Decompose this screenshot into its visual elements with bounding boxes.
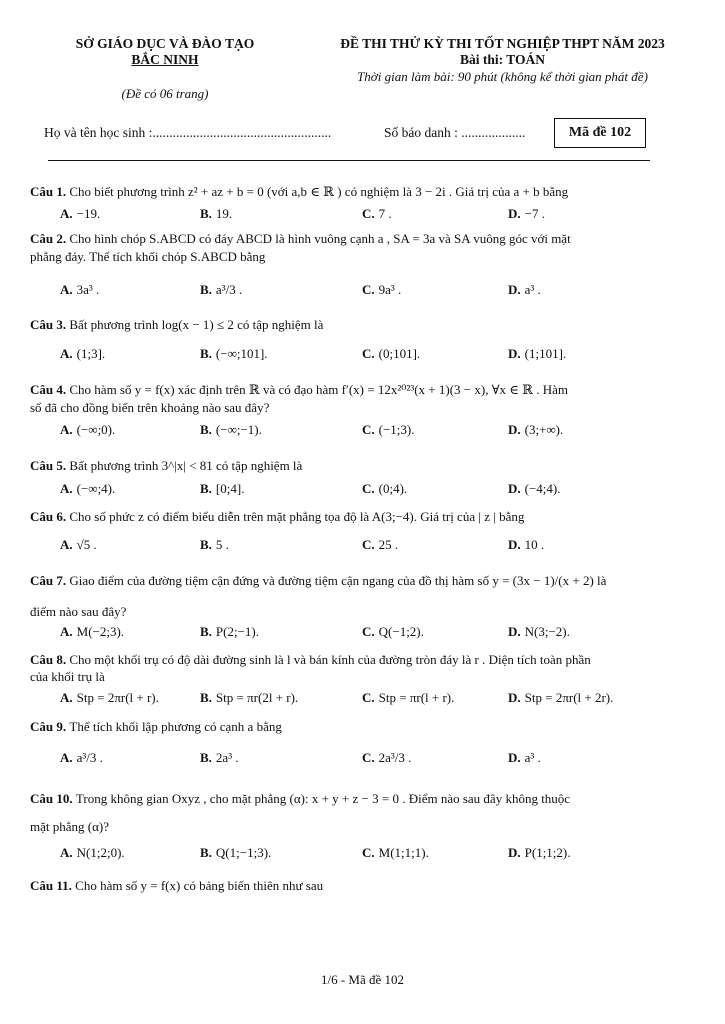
student-name-label: Họ và tên học sinh :..................................................... [44,125,332,140]
option-letter: C. [362,690,375,705]
question-text: Giao điểm của đường tiệm cận đứng và đường tiệm cận ngang của đồ thị hàm số y = (3x − 1)/(x + 2) là [69,573,607,588]
header-divider [48,160,650,161]
question-text: Cho biết phương trình z² + az + b = 0 (với a,b ∈ ℝ ) có nghiệm là 3 − 2i . Giá trị của a + b bằng [69,184,569,199]
option-text: a³ . [524,282,541,297]
question-6 [30,508,685,526]
option-text: P(1;1;2). [524,845,571,860]
option-text: (−1;3). [378,422,415,437]
question-10 [30,790,685,808]
option-text: Stp = πr(2l + r). [215,690,299,705]
question-9 [30,718,685,736]
answer-option-d [508,845,571,861]
question-label: Câu 10. [30,791,76,806]
question-text: Cho hình chóp S.ABCD có đáy ABCD là hình vuông cạnh a , SA = 3a và SA vuông góc với mặt [69,231,571,246]
question-text-continued: số đã cho đồng biến trên khoảng nào sau đây? [30,400,270,415]
option-letter: C. [362,422,375,437]
page-footer: 1/6 - Mã đề 102 [320,972,405,987]
option-text: 25 . [378,537,399,552]
answer-option-b [200,346,268,362]
province-name: BẮC NINH [131,52,199,67]
question-text-continued: điểm nào sau đây? [30,604,127,619]
question-4 [30,381,685,399]
answer-option-b [200,481,244,497]
option-letter: D. [508,422,521,437]
option-text: 3a³ . [76,282,100,297]
option-text: (−∞;0). [76,422,116,437]
answer-option-c [362,346,420,362]
option-letter: C. [362,206,375,221]
option-letter: C. [362,624,375,639]
option-letter: A. [60,750,73,765]
answer-option-d [508,346,566,362]
answer-option-a [60,206,100,222]
answer-option-d [508,750,541,766]
question-label: Câu 1. [30,184,70,199]
option-letter: D. [508,206,521,221]
option-letter: B. [200,690,212,705]
question-text: Bất phương trình 3^|x| < 81 có tập nghiệm là [69,458,303,473]
option-text: (1;3]. [76,346,106,361]
option-text: 2a³ . [215,750,239,765]
exam-subject: Bài thi: TOÁN [459,52,546,67]
option-text: (3;+∞). [524,422,564,437]
option-text: (0;101]. [378,346,421,361]
option-letter: B. [200,346,212,361]
answer-option-d [508,422,563,438]
option-letter: D. [508,537,521,552]
option-letter: B. [200,624,212,639]
answer-option-c [362,537,398,553]
option-letter: B. [200,282,212,297]
option-letter: D. [508,750,521,765]
answer-option-d [508,624,570,640]
option-letter: A. [60,690,73,705]
answer-option-a [60,282,99,298]
option-text: Stp = 2πr(l + 2r). [524,690,614,705]
option-letter: C. [362,537,375,552]
option-text: 7 . [378,206,392,221]
question-text-continued: của khối trụ là [30,669,105,684]
answer-option-a [60,690,159,706]
option-letter: A. [60,481,73,496]
answer-option-d [508,481,561,497]
option-letter: D. [508,346,521,361]
question-label: Câu 5. [30,458,70,473]
option-text: (0;4). [378,481,408,496]
answer-option-c [362,624,424,640]
option-letter: D. [508,481,521,496]
option-letter: A. [60,346,73,361]
option-letter: B. [200,750,212,765]
answer-option-d [508,282,541,298]
option-text: 19. [215,206,233,221]
question-text: Cho một khối trụ có độ dài đường sinh là l và bán kính của đường tròn đáy là r . Diện tích toàn phần [69,652,591,667]
option-text: (−4;4). [524,481,561,496]
option-text: M(1;1;1). [378,845,429,860]
option-text: 2a³/3 . [378,750,412,765]
answer-option-c [362,750,411,766]
option-letter: C. [362,845,375,860]
option-text: (−∞;−1). [215,422,262,437]
question-1 [30,183,685,201]
answer-option-b [200,537,229,553]
option-letter: C. [362,750,375,765]
option-text: a³ . [524,750,541,765]
answer-option-c [362,690,454,706]
option-text: 9a³ . [378,282,402,297]
exam-code-box: Mã đề 102 [554,118,646,148]
option-letter: A. [60,282,73,297]
option-letter: D. [508,282,521,297]
question-label: Câu 7. [30,573,70,588]
answer-option-c [362,422,415,438]
question-text: Thể tích khối lập phương có cạnh a bằng [69,719,282,734]
option-text: 10 . [524,537,545,552]
option-text: −7 . [524,206,545,221]
option-letter: A. [60,537,73,552]
option-letter: B. [200,422,212,437]
option-text: Stp = 2πr(l + r). [76,690,159,705]
option-letter: C. [362,481,375,496]
student-id-label: Số báo danh : ................... [384,125,526,140]
answer-option-b [200,750,239,766]
answer-option-c [362,481,407,497]
option-text: Q(−1;2). [378,624,424,639]
question-label: Câu 11. [30,878,76,893]
option-letter: D. [508,690,521,705]
question-11 [30,877,685,895]
question-label: Câu 2. [30,231,70,246]
question-5 [30,457,685,475]
answer-option-b [200,422,262,438]
answer-option-a [60,537,97,553]
time-note: Thời gian làm bài: 90 phút (không kể thời gian phát đề) [357,69,648,84]
answer-option-b [200,690,298,706]
option-text: a³/3 . [76,750,103,765]
option-text: Stp = πr(l + r). [378,690,455,705]
question-text: Trong không gian Oxyz , cho mặt phẳng (α): x + y + z − 3 = 0 . Điểm nào sau đây không thuộc [75,791,571,806]
exam-title: ĐỀ THI THỬ KỲ THI TỐT NGHIỆP THPT NĂM 2023 [340,36,665,51]
answer-option-a [60,624,124,640]
question-text: Cho số phức z có điểm biểu diễn trên mặt phẳng tọa độ là A(3;−4). Giá trị của | z | bằng [69,509,525,524]
option-letter: B. [200,206,212,221]
option-text: −19. [76,206,101,221]
answer-option-a [60,845,125,861]
question-2 [30,230,685,248]
answer-option-b [200,206,232,222]
option-text: (−∞;101]. [215,346,268,361]
question-7 [30,572,685,590]
question-label: Câu 3. [30,317,70,332]
question-label: Câu 9. [30,719,70,734]
answer-option-d [508,537,544,553]
option-letter: A. [60,845,73,860]
option-letter: D. [508,845,521,860]
answer-option-a [60,422,115,438]
option-letter: A. [60,206,73,221]
pages-note: (Đề có 06 trang) [121,86,209,101]
option-letter: C. [362,282,375,297]
option-letter: B. [200,845,212,860]
option-letter: D. [508,624,521,639]
answer-option-c [362,845,429,861]
option-text: √5 . [76,537,97,552]
department-name: SỞ GIÁO DỤC VÀ ĐÀO TẠO [75,36,255,51]
question-text-continued: phẳng đáy. Thể tích khối chóp S.ABCD bằng [30,249,266,264]
option-letter: A. [60,624,73,639]
option-letter: A. [60,422,73,437]
answer-option-b [200,845,271,861]
answer-option-c [362,206,392,222]
answer-option-b [200,282,242,298]
option-text: [0;4]. [215,481,245,496]
question-label: Câu 8. [30,652,70,667]
answer-option-a [60,481,115,497]
question-text-continued: mặt phẳng (α)? [30,819,110,834]
question-text: Cho hàm số y = f(x) có bảng biến thiên như sau [75,878,324,893]
option-text: a³/3 . [215,282,243,297]
answer-option-b [200,624,259,640]
question-text: Bất phương trình log(x − 1) ≤ 2 có tập nghiệm là [69,317,324,332]
option-text: N(1;2;0). [76,845,125,860]
question-label: Câu 4. [30,382,70,397]
option-text: 5 . [215,537,229,552]
option-letter: B. [200,481,212,496]
question-3 [30,316,685,334]
answer-option-d [508,206,545,222]
option-text: P(2;−1). [215,624,260,639]
question-text: Cho hàm số y = f(x) xác định trên ℝ và có đạo hàm f′(x) = 12x²⁰²³(x + 1)(3 − x), ∀x ∈ ℝ . Hàm [69,382,569,397]
option-letter: B. [200,537,212,552]
answer-option-d [508,690,613,706]
option-text: M(−2;3). [76,624,125,639]
option-text: N(3;−2). [524,624,570,639]
option-letter: C. [362,346,375,361]
option-text: (−∞;4). [76,481,116,496]
option-text: Q(1;−1;3). [215,845,272,860]
option-text: (1;101]. [524,346,567,361]
question-8 [30,651,685,669]
question-label: Câu 6. [30,509,70,524]
answer-option-a [60,346,105,362]
answer-option-a [60,750,103,766]
answer-option-c [362,282,401,298]
